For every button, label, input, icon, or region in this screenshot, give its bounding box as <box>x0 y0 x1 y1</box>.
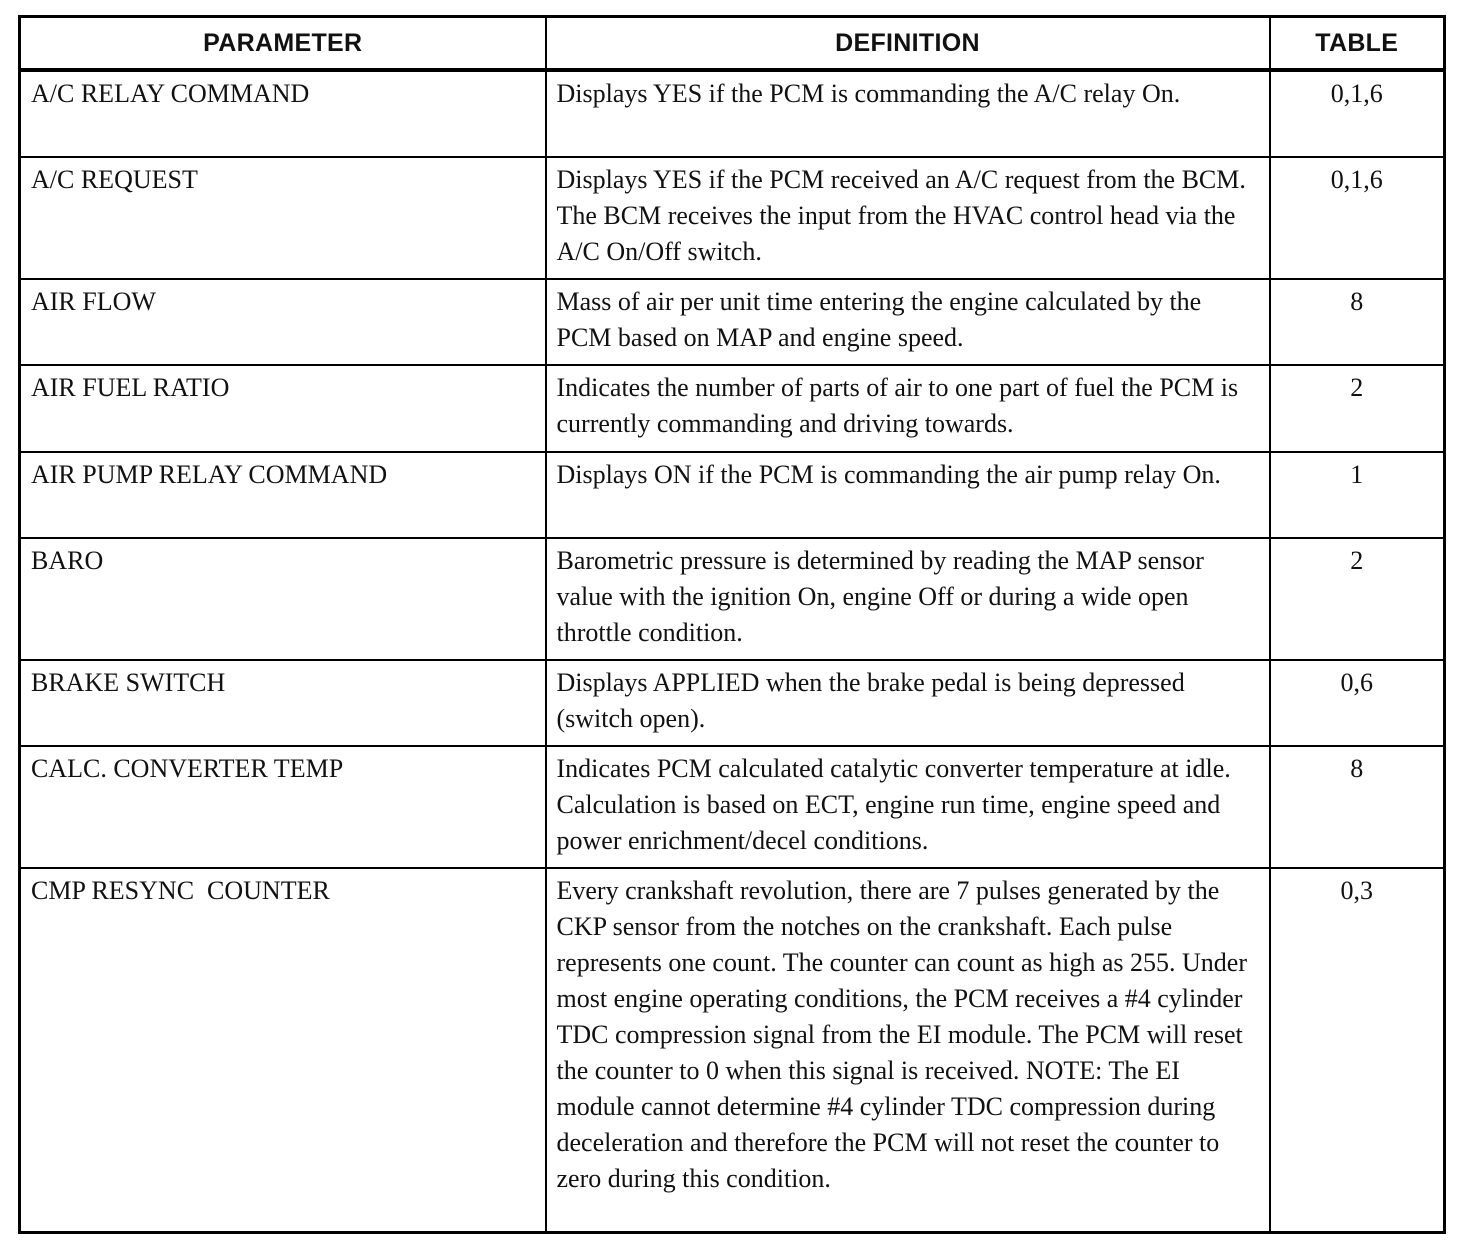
table-ref-cell: 0,3 <box>1270 868 1445 1232</box>
parameter-cell: AIR PUMP RELAY COMMAND <box>20 452 546 538</box>
parameter-cell: CMP RESYNC COUNTER <box>20 868 546 1232</box>
table-ref-cell: 2 <box>1270 365 1445 452</box>
table-row <box>20 746 1445 868</box>
definition-cell: Displays ON if the PCM is commanding the air pump relay On. <box>546 452 1270 538</box>
table-row <box>20 538 1445 660</box>
parameter-table <box>18 15 1446 1234</box>
parameter-cell: AIR FLOW <box>20 279 546 365</box>
header-parameter: PARAMETER <box>20 17 546 71</box>
header-row <box>20 17 1445 71</box>
parameter-cell: BARO <box>20 538 546 660</box>
header-table: TABLE <box>1270 17 1445 71</box>
table-ref-cell: 8 <box>1270 746 1445 868</box>
table-row <box>20 868 1445 1232</box>
table-ref-cell: 0,1,6 <box>1270 70 1445 157</box>
parameter-cell: BRAKE SWITCH <box>20 660 546 746</box>
definition-cell: Barometric pressure is determined by reading the MAP sensor value with the ignition On, engine Off or during a wide open throttle condition. <box>546 538 1270 660</box>
definition-cell: Indicates the number of parts of air to one part of fuel the PCM is currently commanding and driving towards. <box>546 365 1270 452</box>
definition-cell: Every crankshaft revolution, there are 7 pulses generated by the CKP sensor from the notches on the crankshaft. Each pulse represents one count. The counter can count as high as 255. Under most engine operating conditions, the PCM receives a #4 cylinder TDC compression signal from the EI module. The PCM will reset the counter to 0 when this signal is received. NOTE: The EI module cannot determine #4 cylinder TDC compression during deceleration and therefore the PCM will not reset the counter to zero during this condition. <box>546 868 1270 1232</box>
table-row <box>20 70 1445 157</box>
parameter-cell: A/C RELAY COMMAND <box>20 70 546 157</box>
header-definition: DEFINITION <box>546 17 1270 71</box>
definition-cell: Mass of air per unit time entering the engine calculated by the PCM based on MAP and engine speed. <box>546 279 1270 365</box>
table-ref-cell: 1 <box>1270 452 1445 538</box>
definition-cell: Displays APPLIED when the brake pedal is being depressed (switch open). <box>546 660 1270 746</box>
parameter-cell: CALC. CONVERTER TEMP <box>20 746 546 868</box>
table-row <box>20 452 1445 538</box>
definition-cell: Displays YES if the PCM received an A/C request from the BCM. The BCM receives the input from the HVAC control head via the A/C On/Off switch. <box>546 157 1270 279</box>
table-row <box>20 157 1445 279</box>
definition-cell: Displays YES if the PCM is commanding the A/C relay On. <box>546 70 1270 157</box>
table-ref-cell: 8 <box>1270 279 1445 365</box>
parameter-cell: AIR FUEL RATIO <box>20 365 546 452</box>
table-ref-cell: 2 <box>1270 538 1445 660</box>
table-row <box>20 365 1445 452</box>
table-row <box>20 660 1445 746</box>
table-ref-cell: 0,1,6 <box>1270 157 1445 279</box>
table-ref-cell: 0,6 <box>1270 660 1445 746</box>
definition-cell: Indicates PCM calculated catalytic converter temperature at idle. Calculation is based on ECT, engine run time, engine speed and power enrichment/decel conditions. <box>546 746 1270 868</box>
parameter-cell: A/C REQUEST <box>20 157 546 279</box>
table-row <box>20 279 1445 365</box>
